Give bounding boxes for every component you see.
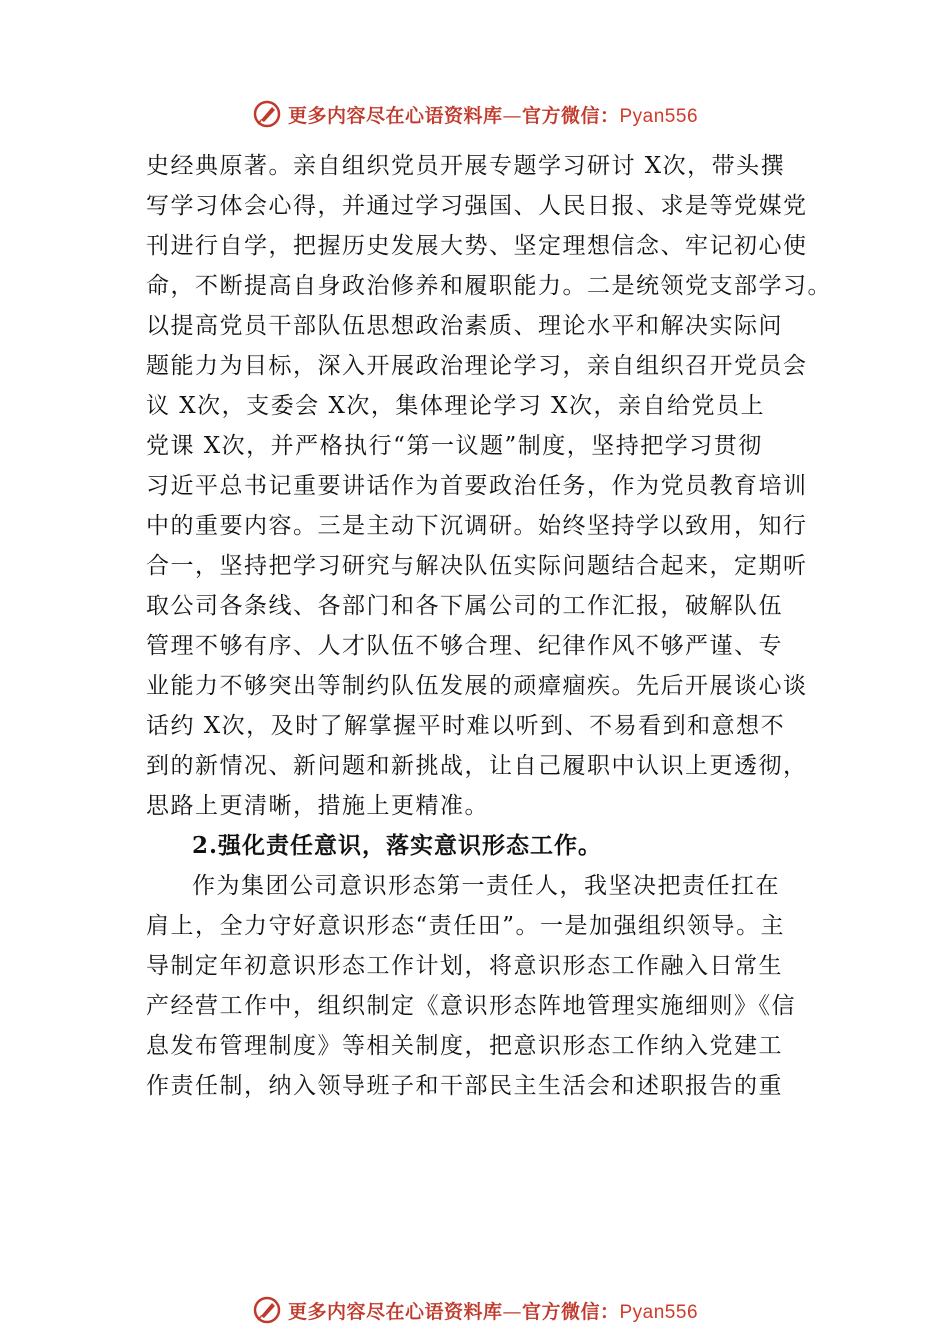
paragraph-line: 产经营工作中，组织制定《意识形态阵地管理实施细则》《信 [146, 993, 796, 1019]
body-line: 命，不断提高自身政治修养和履职能力。二是统领党支部学习。 [146, 273, 832, 299]
paragraph-line: 作为集团公司意识形态第一责任人，我坚决把责任扛在 [192, 873, 780, 899]
body-line: 到的新情况、新问题和新挑战，让自己履职中认识上更透彻， [146, 753, 808, 779]
body-line: 以提高党员干部队伍思想政治素质、理论水平和解决实际问 [146, 313, 783, 339]
body-line: 党课 X次，并严格执行“第一议题”制度，坚持把学习贯彻 [146, 433, 763, 459]
body-line: 取公司各条线、各部门和各下属公司的工作汇报，破解队伍 [146, 593, 783, 619]
banner-wechat-id: Pyan556 [619, 1301, 699, 1323]
paragraph-line: 导制定年初意识形态工作计划，将意识形态工作融入日常生 [146, 953, 783, 979]
banner-text [288, 101, 698, 128]
banner-dash: — [502, 1300, 522, 1323]
paragraph-line: 肩上，全力守好意识形态“责任田”。一是加强组织领导。主 [146, 913, 786, 939]
paragraph-line: 作责任制，纳入领导班子和干部民主生活会和述职报告的重 [146, 1073, 783, 1099]
body-line: 思路上更清晰，措施上更精准。 [146, 793, 489, 819]
banner-wechat-id: Pyan556 [619, 105, 699, 127]
body-line: 话约 X次，及时了解掌握平时难以听到、不易看到和意想不 [146, 713, 786, 739]
banner-text [288, 1297, 698, 1324]
banner-wechat-label: 官方微信： [521, 104, 620, 127]
footer-banner [0, 1290, 950, 1330]
document-body [146, 146, 836, 1106]
body-line: 中的重要内容。三是主动下沉调研。始终坚持学以致用，知行 [146, 513, 808, 539]
banner-title: 更多内容尽在心语资料库 [287, 104, 503, 127]
body-line: 刊进行自学，把握历史发展大势、坚定理想信念、牢记初心使 [146, 233, 808, 259]
body-line: 业能力不够突出等制约队伍发展的顽瘴痼疾。先后开展谈心谈 [146, 673, 808, 699]
pen-circle-logo-icon [252, 1295, 282, 1325]
body-line: 写学习体会心得，并通过学习强国、人民日报、求是等党媒党 [146, 193, 808, 219]
paragraph-line: 息发布管理制度》等相关制度，把意识形态工作纳入党建工 [146, 1033, 783, 1059]
section-heading: 2.强化责任意识，落实意识形态工作。 [192, 832, 603, 859]
header-banner [0, 94, 950, 134]
pen-circle-logo-icon [252, 99, 282, 129]
body-line: 习近平总书记重要讲话作为首要政治任务，作为党员教育培训 [146, 473, 808, 499]
body-line: 题能力为目标，深入开展政治理论学习，亲自组织召开党员会 [146, 353, 808, 379]
banner-title: 更多内容尽在心语资料库 [287, 1300, 503, 1323]
body-line: 合一，坚持把学习研究与解决队伍实际问题结合起来，定期听 [146, 553, 808, 579]
banner-dash: — [502, 104, 522, 127]
body-line: 管理不够有序、人才队伍不够合理、纪律作风不够严谨、专 [146, 633, 783, 659]
body-line: 史经典原著。亲自组织党员开展专题学习研讨 X次，带头撰 [146, 153, 786, 179]
body-line: 议 X次，支委会 X次，集体理论学习 X次，亲自给党员上 [146, 393, 766, 419]
banner-wechat-label: 官方微信： [521, 1300, 620, 1323]
